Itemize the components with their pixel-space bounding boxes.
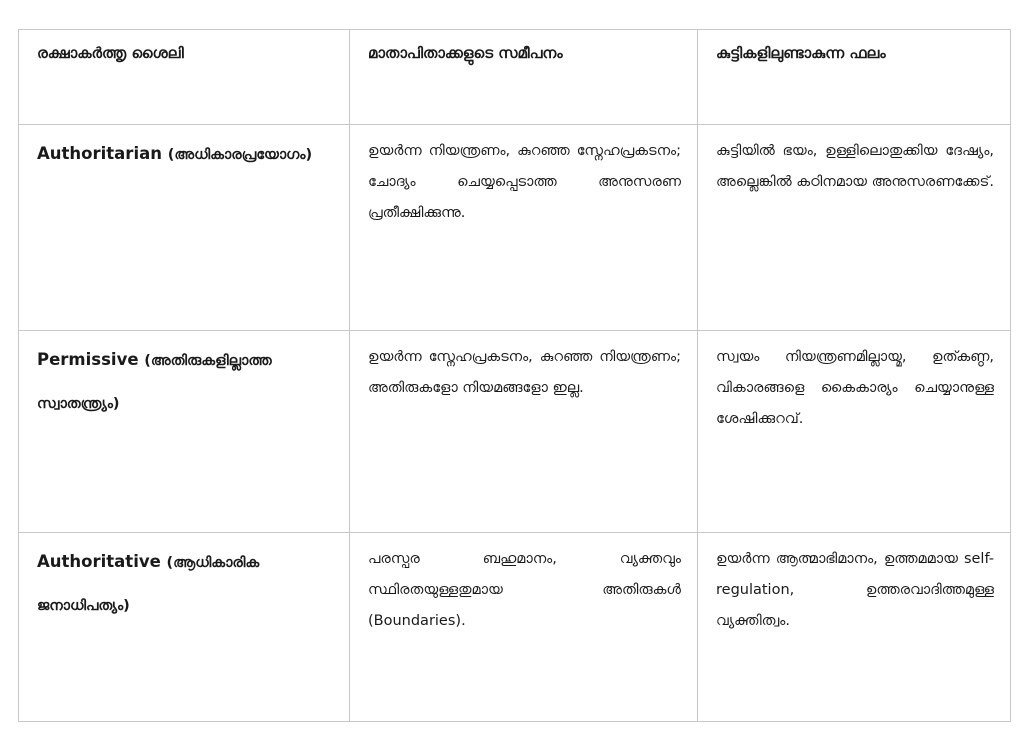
approach-cell [350,125,698,331]
approach-cell [350,331,698,533]
header-label-style: രക്ഷാകർത്തൃ ശൈലി [37,44,184,62]
outcome-text: കുട്ടിയിൽ ഭയം, ഉള്ളിലൊതുക്കിയ ദേഷ്യം, അല്ലെങ്കിൽ കഠിനമായ അനുസരണക്കേട്. [716,143,994,190]
header-row [19,30,1011,125]
style-name [19,121,349,176]
style-cell [19,331,350,533]
style-name-malayalam: (അതിരുകളില്ലാത്ത സ്വാതന്ത്ര്യം) [37,353,272,412]
header-label-approach: മാതാപിതാക്കളുടെ സമീപനം [368,44,563,62]
style-cell [19,125,350,331]
outcome-text: ഉയർന്ന ആത്മാഭിമാനം, ഉത്തമമായ self-regulation, ഉത്തരവാദിത്തമുള്ള വ്യക്തിത്വം. [716,551,994,629]
style-name-english: Permissive [37,350,139,369]
outcome-cell [698,331,1011,533]
table-row [19,331,1011,533]
header-cell-approach [350,30,698,125]
outcome-text: സ്വയം നിയന്ത്രണമില്ലായ്മ, ഉത്കണ്ഠ, വികാരങ്ങളെ കൈകാര്യം ചെയ്യാനുള്ള ശേഷിക്കുറവ്. [716,349,994,427]
header-label-outcome: കുട്ടികളിലുണ്ടാകുന്ന ഫലം [716,44,886,62]
table-header [19,30,1011,125]
table-row [19,125,1011,331]
outcome-cell [698,125,1011,331]
approach-cell [350,533,698,722]
style-cell [19,533,350,722]
table-row [19,533,1011,722]
style-name-english: Authoritative [37,552,161,571]
approach-text: ഉയർന്ന സ്നേഹപ്രകടനം, കുറഞ്ഞ നിയന്ത്രണം; അതിരുകളോ നിയമങ്ങളോ ഇല്ല. [368,349,681,396]
parenting-styles-table-container [18,29,1010,722]
approach-text: പരസ്പര ബഹുമാനം, വ്യക്തവും സ്ഥിരതയുള്ളതുമായ അതിരുകൾ (Boundaries). [368,551,681,629]
style-name [19,327,349,425]
table-body [19,125,1011,722]
style-name-malayalam: (അധികാരപ്രയോഗം) [167,147,313,163]
style-name [19,529,349,627]
header-cell-outcome [698,30,1011,125]
style-name-english: Authoritarian [37,144,162,163]
approach-text: ഉയർന്ന നിയന്ത്രണം, കുറഞ്ഞ സ്നേഹപ്രകടനം; ചോദ്യം ചെയ്യപ്പെടാത്ത അനുസരണ പ്രതീക്ഷിക്കുന്നു. [368,143,681,221]
style-name-malayalam: (ആധികാരിക ജനാധിപത്യം) [37,555,260,614]
parenting-styles-table [18,29,1011,722]
header-cell-style [19,30,350,125]
outcome-cell [698,533,1011,722]
